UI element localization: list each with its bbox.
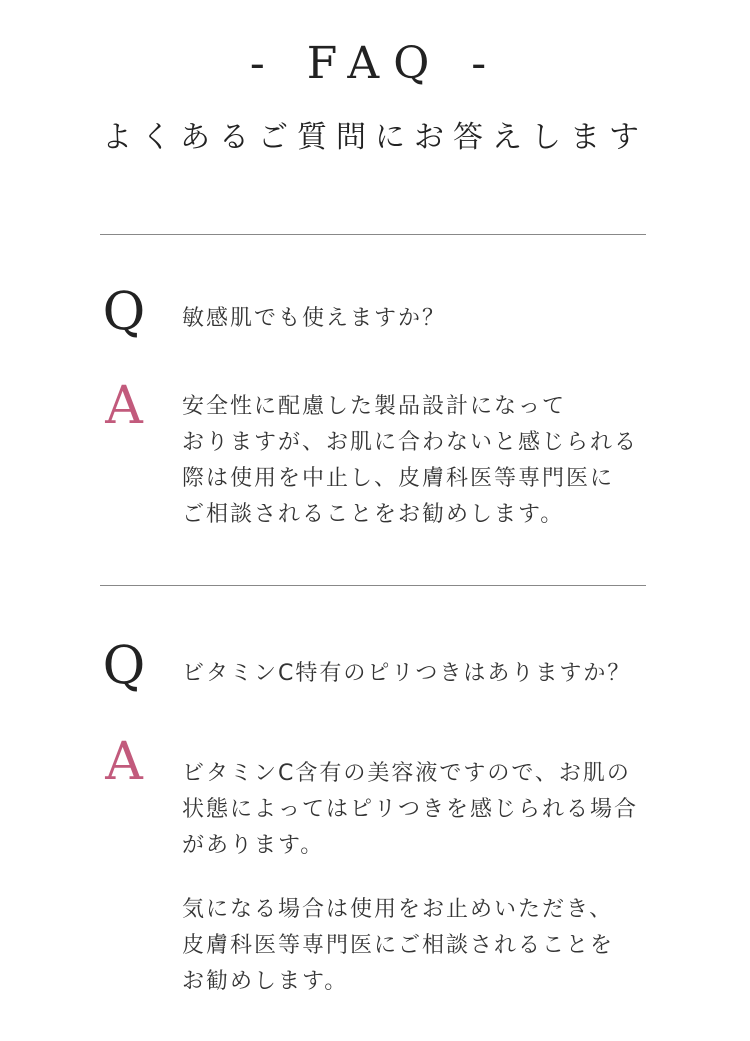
question-text bbox=[182, 301, 682, 337]
question-line: 敏感肌でも使えますか？ bbox=[182, 306, 447, 331]
answer-line: ビタミンC含有の美容液ですので、お肌の bbox=[182, 761, 631, 786]
question-text bbox=[182, 656, 682, 692]
answer-mark-letter: A bbox=[105, 376, 143, 436]
answer-line: ご相談されることをお勧めします。 bbox=[182, 502, 565, 527]
question-mark-letter: Q bbox=[102, 636, 146, 696]
answer-text bbox=[182, 756, 682, 1000]
answer-line: 皮膚科医等専門医にご相談されることを bbox=[182, 933, 615, 958]
answer-line: 際は使用を中止し、皮膚科医等専門医に bbox=[182, 466, 615, 491]
answer-line: があります。 bbox=[182, 833, 325, 858]
answer-line: おりますが、お肌に合わないと感じられる bbox=[182, 430, 639, 455]
paragraph-gap bbox=[182, 864, 682, 892]
answer-line: 安全性に配慮した製品設計になって bbox=[182, 394, 567, 419]
answer-line: 気になる場合は使用をお止めいただき、 bbox=[182, 897, 614, 922]
answer-line: 状態によってはピリつきを感じられる場合 bbox=[182, 797, 639, 822]
question-mark-letter: Q bbox=[102, 282, 146, 342]
answer-text bbox=[182, 389, 682, 533]
answer-line: お勧めします。 bbox=[182, 969, 349, 994]
page-subtitle: よくあるご質問にお答えします bbox=[102, 120, 648, 155]
question-line: ビタミンC特有のピリつきはありますか？ bbox=[182, 661, 632, 686]
divider bbox=[100, 234, 646, 235]
page-title: - FAQ - bbox=[249, 38, 501, 89]
divider bbox=[100, 585, 646, 586]
answer-mark-letter: A bbox=[105, 732, 143, 792]
